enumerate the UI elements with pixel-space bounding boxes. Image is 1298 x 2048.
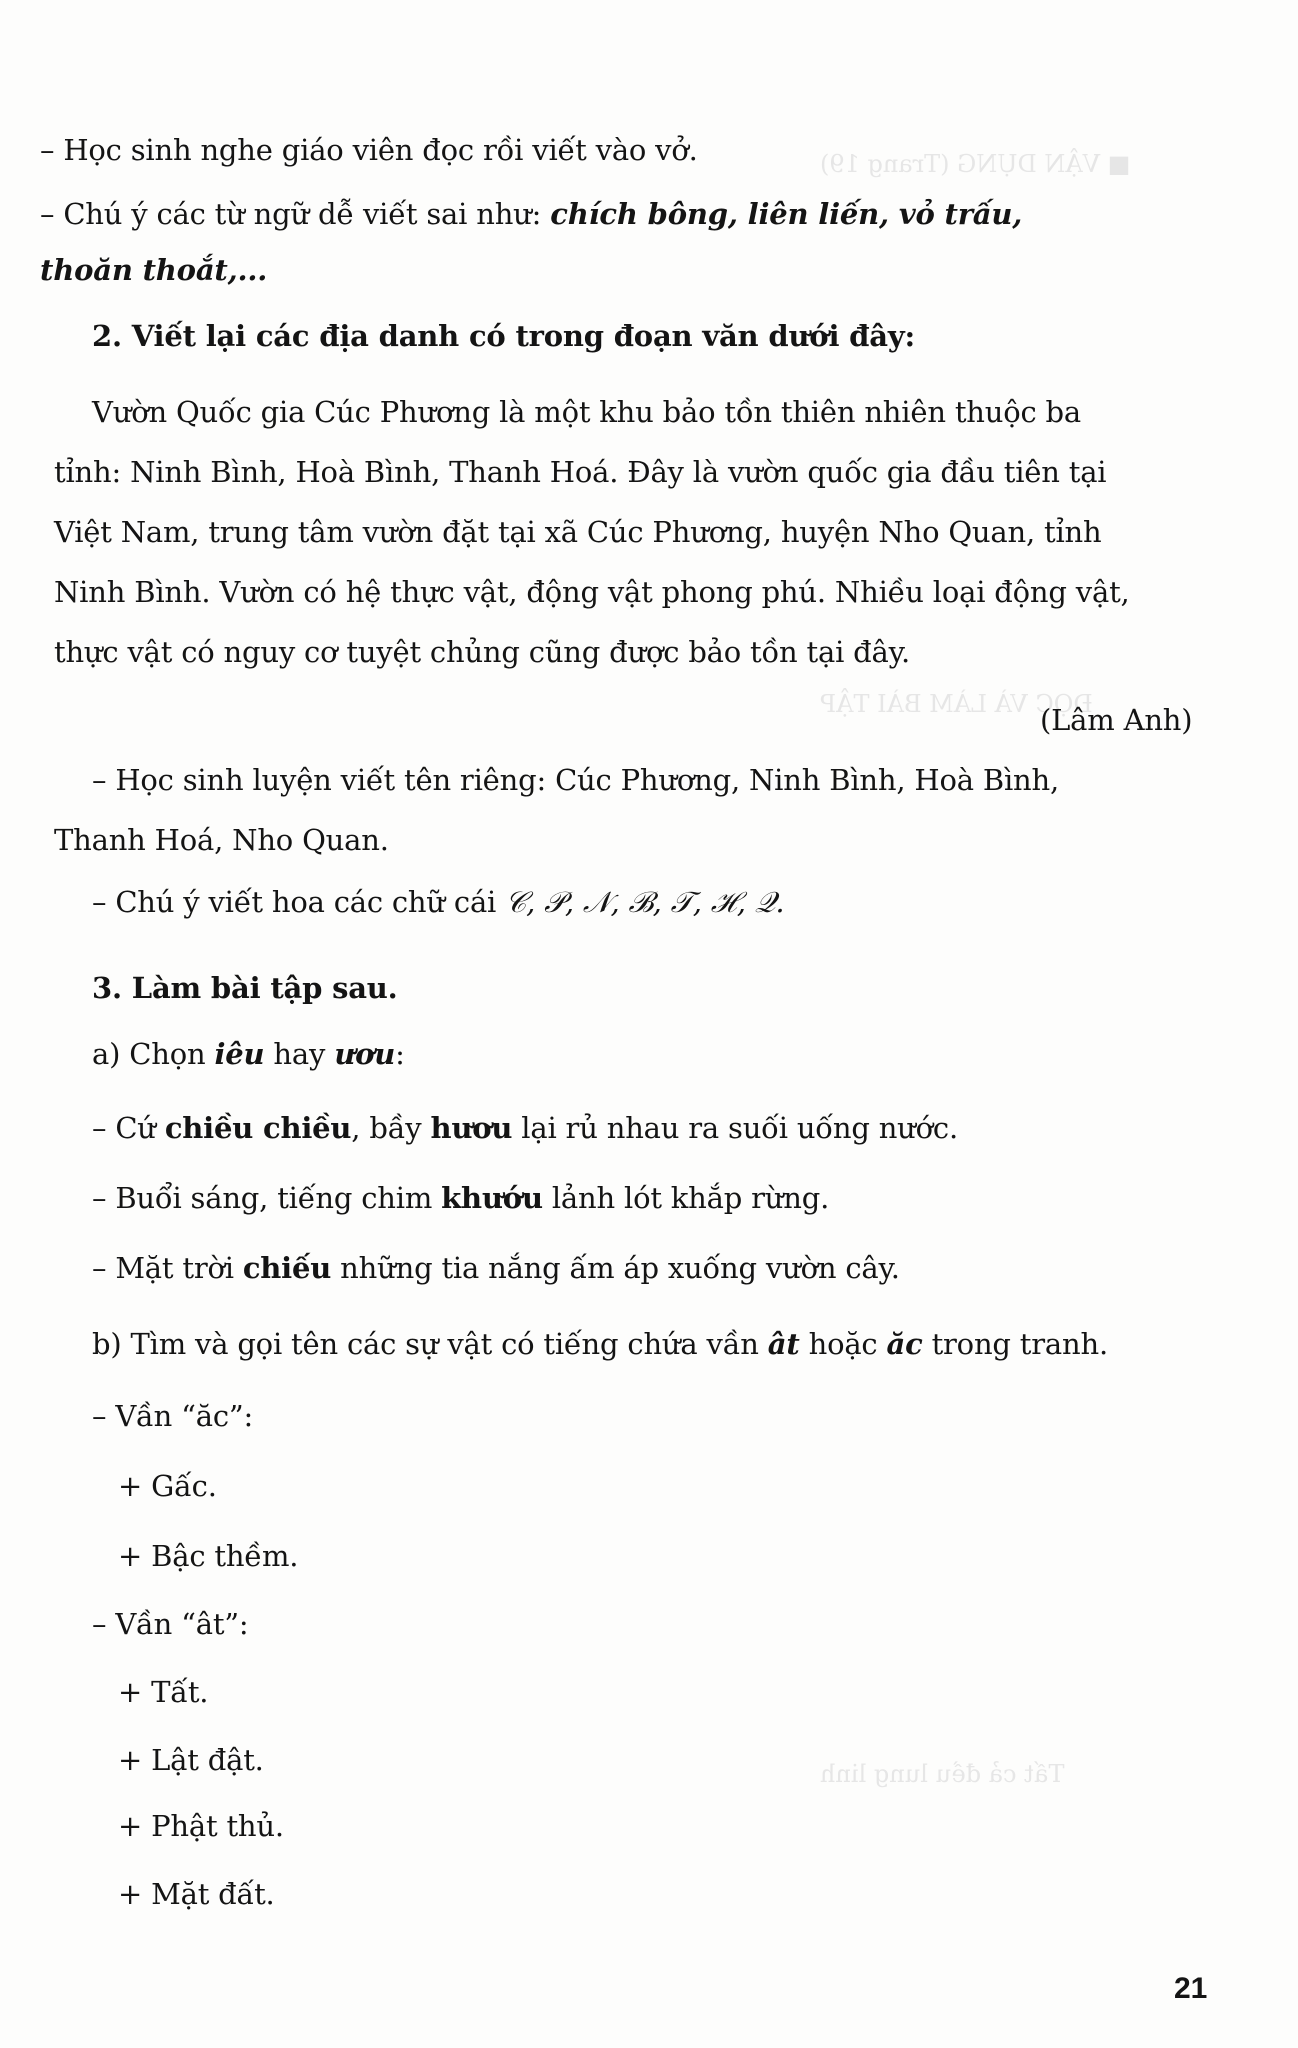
list-item: + Lật đật. <box>118 1743 264 1777</box>
part-a-prompt-prefix: a) Chọn <box>92 1037 215 1071</box>
list-item: + Mặt đất. <box>118 1877 275 1911</box>
sentence-text: những tia nắng ấm áp xuống vườn cây. <box>331 1251 900 1285</box>
sentence-text: lảnh lót khắp rừng. <box>542 1181 830 1215</box>
sentence-text: – Cứ <box>92 1111 165 1145</box>
answer-word: hươu <box>430 1111 513 1145</box>
capital-note <box>92 884 784 920</box>
section-3-heading: 3. Làm bài tập sau. <box>92 971 398 1005</box>
practice-line-2: Thanh Hoá, Nho Quan. <box>54 823 389 857</box>
option-ieu: iêu <box>214 1037 265 1071</box>
bleed-through-text: ĐỌC VÀ LÀM BÀI TẬP <box>820 690 1093 718</box>
passage-line: thực vật có nguy cơ tuyệt chủng cũng được bảo tồn tại đây. <box>54 635 910 669</box>
rhyme-at-label: – Vần “ât”: <box>92 1607 249 1641</box>
part-b-prompt <box>92 1326 1108 1362</box>
part-a-prompt-mid: hay <box>264 1037 335 1071</box>
rhyme-ac-label: – Vần “ăc”: <box>92 1399 254 1433</box>
sentence-text: , bầy <box>351 1111 431 1145</box>
dictation-line-2 <box>40 196 1022 232</box>
bleed-through-text: ■ VẬN DỤNG (Trang 19) <box>820 150 1131 178</box>
dictation-line-2-prefix: – Chú ý các từ ngữ dễ viết sai như: <box>40 197 551 231</box>
passage-line: Vườn Quốc gia Cúc Phương là một khu bảo tồn thiên nhiên thuộc ba <box>92 395 1082 429</box>
list-item: + Tất. <box>118 1675 209 1709</box>
list-item: + Gấc. <box>118 1469 217 1503</box>
sentence-text: – Buổi sáng, tiếng chim <box>92 1181 442 1215</box>
rhyme-ac: ăc <box>886 1327 923 1361</box>
option-uou: ươu <box>334 1037 396 1071</box>
dictation-line-3: thoăn thoắt,... <box>40 253 268 287</box>
misspelled-words: chích bông, liên liến, vỏ trấu, <box>550 197 1023 231</box>
part-b-prompt-prefix: b) Tìm và gọi tên các sự vật có tiếng chứa vần <box>92 1327 768 1361</box>
author-credit: (Lâm Anh) <box>1040 703 1193 737</box>
part-a-sentence-3 <box>92 1250 900 1286</box>
part-a-sentence-2 <box>92 1180 829 1216</box>
page-number: 21 <box>1174 1972 1208 2005</box>
passage-line: Ninh Bình. Vườn có hệ thực vật, động vật phong phú. Nhiều loại động vật, <box>54 575 1130 609</box>
cursive-capital-letters: 𝒞, 𝒫, 𝒩, ℬ, 𝒯, ℋ, 𝒬. <box>505 885 785 919</box>
part-a-prompt <box>92 1036 405 1072</box>
dictation-line-1: – Học sinh nghe giáo viên đọc rồi viết vào vở. <box>40 133 698 167</box>
part-a-prompt-suffix: : <box>395 1037 405 1071</box>
answer-word: khướu <box>441 1181 543 1215</box>
answer-word: chiều chiều <box>164 1111 352 1145</box>
passage-line: tỉnh: Ninh Bình, Hoà Bình, Thanh Hoá. Đây là vườn quốc gia đầu tiên tại <box>54 455 1107 489</box>
part-a-sentence-1 <box>92 1110 958 1146</box>
sentence-text: lại rủ nhau ra suối uống nước. <box>512 1111 958 1145</box>
list-item: + Phật thủ. <box>118 1809 284 1843</box>
answer-word: chiếu <box>242 1251 332 1285</box>
capital-note-prefix: – Chú ý viết hoa các chữ cái <box>92 885 506 919</box>
sentence-text: – Mặt trời <box>92 1251 243 1285</box>
list-item: + Bậc thềm. <box>118 1539 299 1573</box>
passage-line: Việt Nam, trung tâm vườn đặt tại xã Cúc Phương, huyện Nho Quan, tỉnh <box>54 515 1102 549</box>
bleed-through-text: Tất cả đều lung linh <box>820 1760 1065 1788</box>
rhyme-at: ât <box>767 1327 800 1361</box>
section-2-heading: 2. Viết lại các địa danh có trong đoạn văn dưới đây: <box>92 319 915 353</box>
part-b-prompt-mid: hoặc <box>799 1327 887 1361</box>
part-b-prompt-suffix: trong tranh. <box>922 1327 1108 1361</box>
practice-line-1: – Học sinh luyện viết tên riêng: Cúc Phương, Ninh Bình, Hoà Bình, <box>92 763 1060 797</box>
